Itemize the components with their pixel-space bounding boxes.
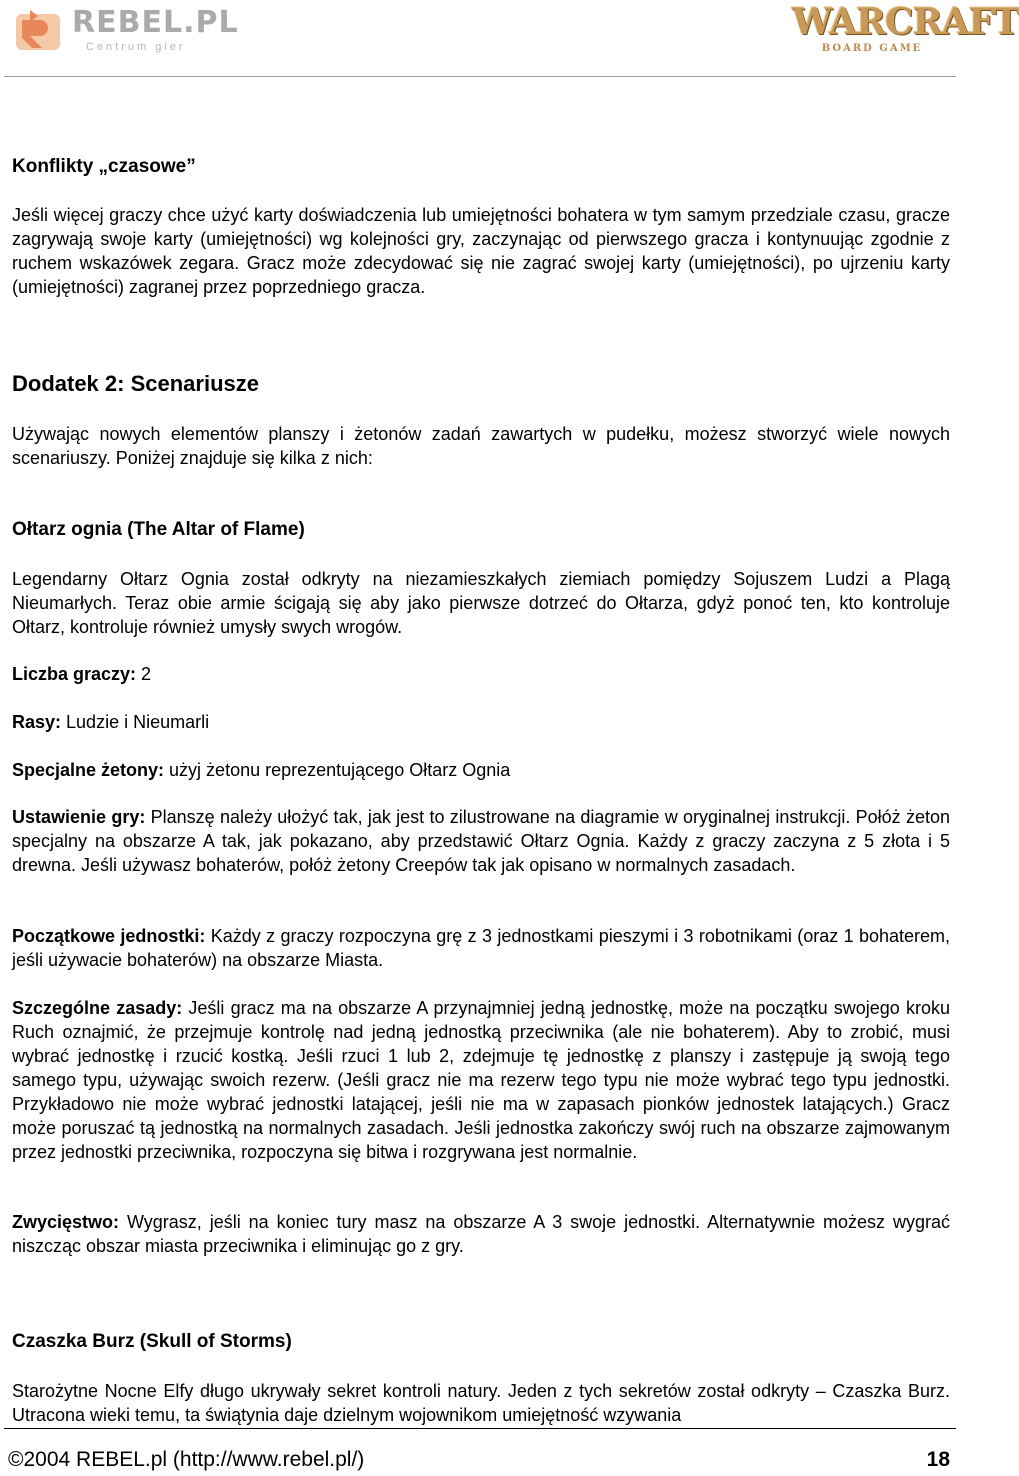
field-zwyciestwo <box>12 1210 950 1258</box>
footer-divider <box>4 1428 956 1429</box>
page-number: 18 <box>926 1448 950 1471</box>
paragraph-dodatek: Używając nowych elementów planszy i żetonów zadań zawartych w pudełku, możesz stworzyć wiele nowych scenariuszy. Poniżej znajduje się kilka z nich: <box>12 424 950 468</box>
paragraph-oltarz-intro: Legendarny Ołtarz Ognia został odkryty na niezamieszkałych ziemiach pomiędzy Sojuszem Ludzi a Plagą Nieumarłych. Teraz obie armie ścigają się aby jako pierwsze dotrzeć do Ołtarza, gdyż ponoć ten, kto kontroluje Ołtarz, kontroluje również umysły swych wrogów. <box>12 569 950 637</box>
field-label: Ustawienie gry: <box>12 807 146 827</box>
page-header <box>0 0 1019 78</box>
field-rasy <box>12 710 950 734</box>
warcraft-logo-text: WARCRAFT <box>792 1 1019 43</box>
section-title-dodatek: Dodatek 2: Scenariusze <box>12 371 259 396</box>
field-value: 2 <box>136 664 152 684</box>
field-liczba-graczy <box>12 662 950 686</box>
field-value: Jeśli gracz ma na obszarze A przynajmniej jedną jednostkę, może na początku swojego kroku Ruch oznajmić, że przejmuje kontrolę nad jedną jednostką przeciwnika (ale nie bohaterem). Aby to zrobić, musi wybrać jednostkę i rzucić kostką. Jeśli rzuci 1 lub 2, zdejmuje tę jednostkę z planszy i zastępuje ją swoją tego samego typu, używając swoich rezerw. (Jeśli gracz nie ma rezerw tego typu nie może wybrać tego typu jednostki. Przykładowo nie może wybrać jednostki latającej, jeśli nie ma w zapasach pionków jednostek latających.) Gracz może poruszać tą jednostką na normalnych zasadach. Jeśli jednostka zakończy swój ruch na obszarze zajmowanym przez jednostki przeciwnika, rozpoczyna się bitwa i rozgrywana jest normalnie. <box>12 998 950 1162</box>
field-specjalne-zetony <box>12 758 950 782</box>
field-label: Szczególne zasady: <box>12 998 183 1018</box>
paragraph-czaszka: Starożytne Nocne Elfy długo ukrywały sekret kontroli natury. Jeden z tych sekretów został odkryty – Czaszka Burz. Utracona wieki temu, ta świątynia daje dzielnym wojownikom umiejętność wzywania <box>12 1381 950 1425</box>
warcraft-logo-sub: BOARD GAME <box>821 43 923 54</box>
field-label: Rasy: <box>12 712 62 732</box>
rebel-logo <box>16 4 239 56</box>
field-label: Specjalne żetony: <box>12 760 165 780</box>
field-label: Zwycięstwo: <box>12 1212 120 1232</box>
section-title-czaszka: Czaszka Burz (Skull of Storms) <box>12 1331 292 1352</box>
footer-copyright: ©2004 REBEL.pl (http://www.rebel.pl/) <box>8 1448 365 1471</box>
field-ustawienie-gry <box>12 805 950 877</box>
paragraph-konflikty: Jeśli więcej graczy chce użyć karty doświadczenia lub umiejętności bohatera w tym samym przedziale czasu, gracze zagrywają swoje karty (umiejętności) wg kolejności gry, zaczynając od pierwszego gracza i kontynuując zgodnie z ruchem wskazówek zegara. Gracz może zdecydować się nie zagrać swojej karty (umiejętności), po ujrzeniu karty (umiejętności) zagranej przez poprzedniego gracza. <box>12 205 950 297</box>
warcraft-logo <box>792 1 1019 64</box>
header-divider <box>4 76 956 77</box>
field-value: Każdy z graczy rozpoczyna grę z 3 jednostkami pieszymi i 3 robotnikami (oraz 1 bohaterem, jeśli używacie bohaterów) na obszarze Miasta. <box>12 926 950 970</box>
field-value: Ludzie i Nieumarli <box>61 712 210 732</box>
field-value: użyj żetonu reprezentującego Ołtarz Ognia <box>164 760 511 780</box>
section-title-konflikty: Konflikty „czasowe” <box>12 156 196 177</box>
rebel-logo-text: REBEL.PL <box>72 5 239 40</box>
field-label: Liczba graczy: <box>12 664 137 684</box>
field-value: Planszę należy ułożyć tak, jak jest to zilustrowane na diagramie w oryginalnej instrukcji. Połóż żeton specjalny na obszarze A tak, jak pokazano, aby przedstawić Ołtarz Ognia. Każdy z graczy zaczyna z 5 złota i 5 drewna. Jeśli używasz bohaterów, połóż żetony Creepów tak jak opisano w normalnych zasadach. <box>12 807 950 875</box>
section-title-oltarz: Ołtarz ognia (The Altar of Flame) <box>12 519 305 540</box>
field-label: Początkowe jednostki: <box>12 926 206 946</box>
field-poczatkowe-jednostki <box>12 924 950 972</box>
rebel-logo-icon <box>16 6 62 52</box>
field-value: Wygrasz, jeśli na koniec tury masz na obszarze A 3 swoje jednostki. Alternatywnie możesz wygrać niszcząc obszar miasta przeciwnika i eliminując go z gry. <box>12 1212 950 1256</box>
rebel-logo-sub: Centrum gier <box>86 41 186 53</box>
field-szczegolne-zasady <box>12 996 950 1164</box>
